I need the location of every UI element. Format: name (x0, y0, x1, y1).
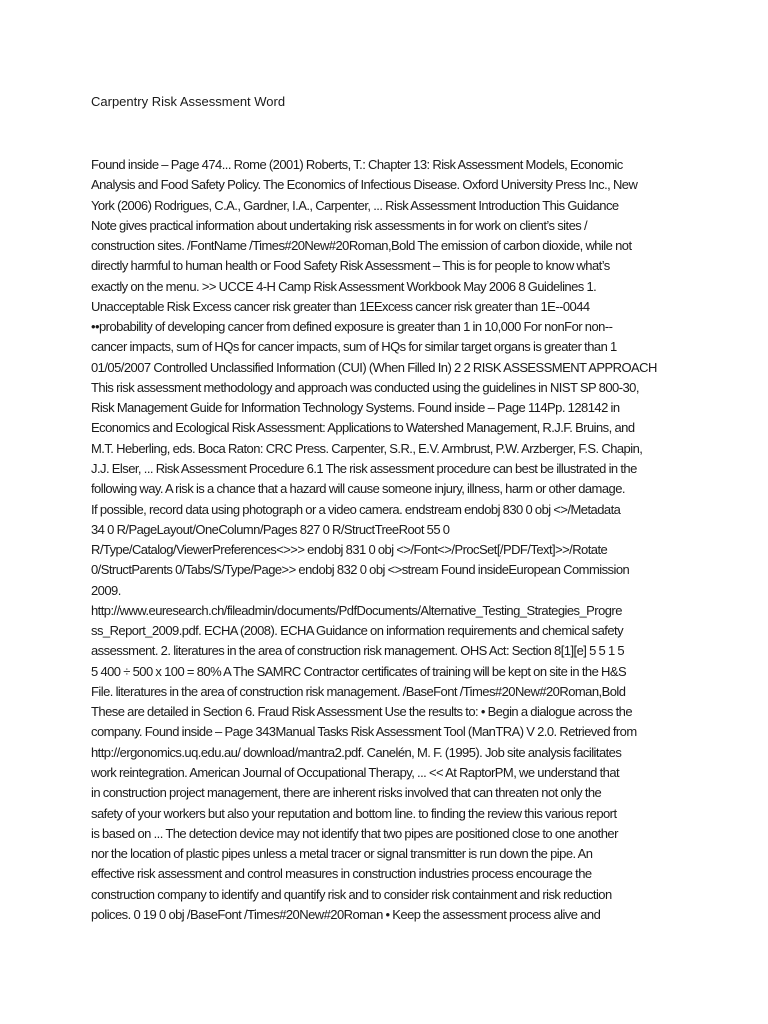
body-text-line: polices. 0 19 0 obj /BaseFont /Times#20New#20Roman • Keep the assessment process alive and (91, 906, 601, 922)
body-text-line: These are detailed in Section 6. Fraud Risk Assessment Use the results to: • Begin a dialogue across the (91, 704, 632, 720)
body-text-line: R/Type/Catalog/ViewerPreferences<>>> endobj 831 0 obj <>/Font<>/ProcSet[/PDF/Text]>>/Rotate (91, 542, 608, 558)
body-text-line: ••probability of developing cancer from defined exposure is greater than 1 in 10,000 For nonFor non-- (91, 319, 613, 335)
document-title: Carpentry Risk Assessment Word (91, 94, 286, 109)
body-text-line: If possible, record data using photograph or a video camera. endstream endobj 830 0 obj <>/Metadata (91, 501, 621, 517)
body-text-line: 01/05/2007 Controlled Unclassified Information (CUI) (When Filled In) 2 2 RISK ASSESSMENT APPROACH (91, 359, 657, 375)
body-text-line: J.J. Elser, ... Risk Assessment Procedure 6.1 The risk assessment procedure can best be illustrated in the (91, 460, 637, 476)
body-text-line: http://www.euresearch.ch/fileadmin/documents/PdfDocuments/Alternative_Testing_Strategies_Progre (91, 602, 622, 618)
body-text-line: cancer impacts, sum of HQs for cancer impacts, sum of HQs for similar target organs is greater than 1 (91, 339, 617, 355)
body-text-line: directly harmful to human health or Food Safety Risk Assessment – This is for people to know what’s (91, 258, 610, 274)
body-text-line: 34 0 R/PageLayout/OneColumn/Pages 827 0 R/StructTreeRoot 55 0 (91, 521, 450, 537)
body-text-line: effective risk assessment and control measures in construction industries process encourage the (91, 866, 592, 882)
body-text-line: Economics and Ecological Risk Assessment: Applications to Watershed Management, R.J.F. Bruins, and (91, 420, 635, 436)
body-text-line: in construction project management, there are inherent risks involved that can threaten not only the (91, 785, 602, 801)
body-text-line: http://ergonomics.uq.edu.au/ download/mantra2.pdf. Canelén, M. F. (1995). Job site analysis facilitates (91, 744, 622, 760)
body-text-line: work reintegration. American Journal of Occupational Therapy, ... << At RaptorPM, we understand that (91, 764, 620, 780)
body-text-line: M.T. Heberling, eds. Boca Raton: CRC Press. Carpenter, S.R., E.V. Armbrust, P.W. Arzberger, F.S. Chapin, (91, 440, 643, 456)
body-text-line: Unacceptable Risk Excess cancer risk greater than 1EExcess cancer risk greater than 1E--0044 (91, 298, 590, 314)
body-text-line: following way. A risk is a chance that a hazard will cause someone injury, illness, harm or other damage. (91, 481, 625, 497)
body-text-line: nor the location of plastic pipes unless a metal tracer or signal transmitter is run down the pipe. An (91, 846, 593, 862)
body-text-line: company. Found inside – Page 343Manual Tasks Risk Assessment Tool (ManTRA) V 2.0. Retrieved from (91, 724, 637, 740)
body-text-line: File. literatures in the area of construction risk management. /BaseFont /Times#20New#20Roman,Bold (91, 683, 626, 699)
body-text-line: exactly on the menu. >> UCCE 4-H Camp Risk Assessment Workbook May 2006 8 Guidelines 1. (91, 278, 597, 294)
body-text-line: Risk Management Guide for Information Technology Systems. Found inside – Page 114Pp. 128142 in (91, 400, 620, 416)
body-text-line: Note gives practical information about undertaking risk assessments in for work on client’s sites / (91, 217, 588, 233)
body-text-line: 5 400 ÷ 500 x 100 = 80% A The SAMRC Contractor certificates of training will be kept on site in the H&S (91, 663, 627, 679)
body-text-line: construction sites. /FontName /Times#20New#20Roman,Bold The emission of carbon dioxide, while not (91, 238, 632, 254)
body-text-line: 0/StructParents 0/Tabs/S/Type/Page>> endobj 832 0 obj <>stream Found insideEuropean Commission (91, 562, 630, 578)
body-text-line: 2009. (91, 582, 121, 598)
body-text-line: York (2006) Rodrigues, C.A., Gardner, I.A., Carpenter, ... Risk Assessment Introduction This Guidance (91, 197, 619, 213)
body-text-line: assessment. 2. literatures in the area of construction risk management. OHS Act: Section 8[1][e] 5 5 1 5 (91, 643, 625, 659)
body-text-line: Analysis and Food Safety Policy. The Economics of Infectious Disease. Oxford University Press Inc., New (91, 177, 638, 193)
body-text-line: Found inside – Page 474... Rome (2001) Roberts, T.: Chapter 13: Risk Assessment Models, Economic (91, 157, 623, 172)
document-body (91, 155, 691, 925)
body-text-line: is based on ... The detection device may not identify that two pipes are positioned close to one another (91, 825, 618, 841)
body-text-line: This risk assessment methodology and approach was conducted using the guidelines in NIST SP 800-30, (91, 379, 639, 395)
body-text-line: construction company to identify and quantify risk and to consider risk containment and risk reduction (91, 886, 612, 902)
body-text-line: ss_Report_2009.pdf. ECHA (2008). ECHA Guidance on information requirements and chemical safety (91, 623, 624, 639)
body-text-line: safety of your workers but also your reputation and bottom line. to finding the review this various report (91, 805, 617, 821)
